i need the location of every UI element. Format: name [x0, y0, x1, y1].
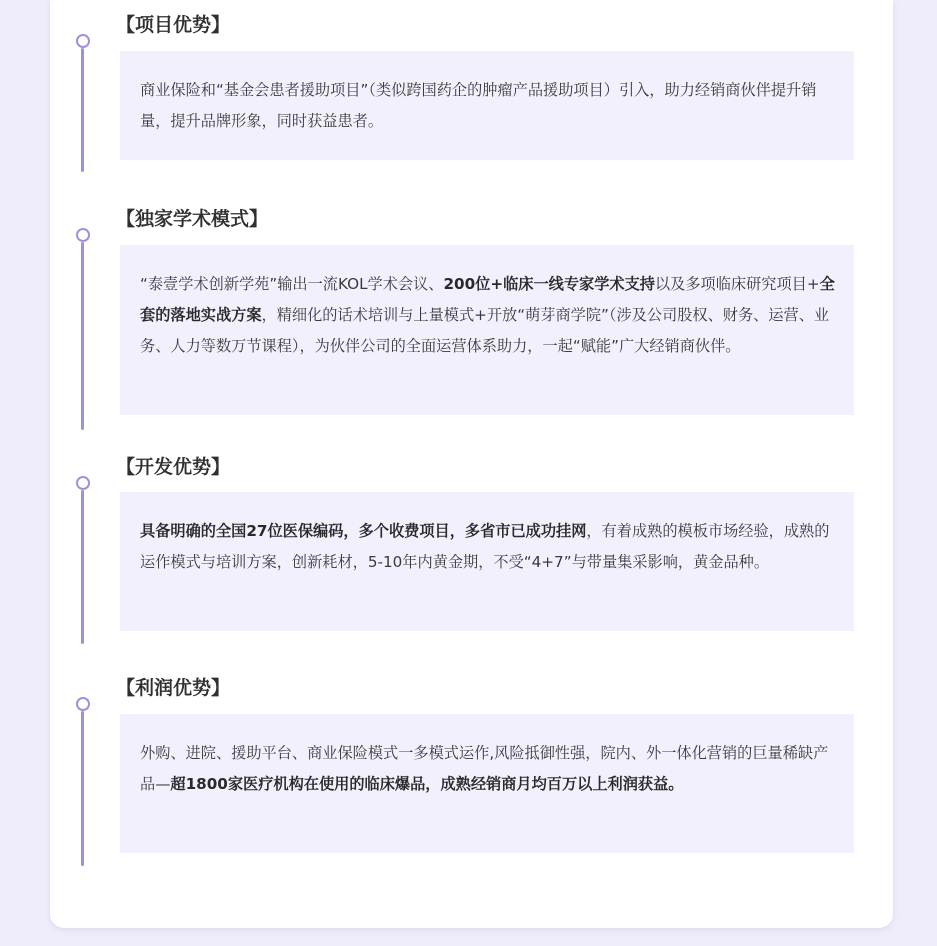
body-text-bold: 超1800家医疗机构在使用的临床爆品，成熟经销商月均百万以上利润获益。 — [170, 775, 684, 793]
body-text: 商业保险和“基金会患者援助项目”（类似跨国药企的肿瘤产品援助项目）引入，助力经销商伙伴提升销量，提升品牌形象，同时获益患者。 — [140, 81, 817, 130]
timeline-line — [81, 711, 84, 866]
section-body — [120, 245, 854, 415]
section-body — [120, 492, 854, 631]
section-title: 【利润优势】 — [116, 677, 231, 699]
body-text-bold: 全套的落地实战方案 — [140, 275, 835, 324]
body-text-bold: 具备明确的全国27位医保编码，多个收费项目，多省市已成功挂网 — [140, 522, 587, 540]
section-title: 【开发优势】 — [116, 456, 231, 478]
timeline-dot-icon — [76, 34, 90, 48]
timeline-dot-icon — [76, 476, 90, 490]
body-text: 以及多项临床研究项目+ — [654, 275, 820, 293]
body-text: 外购、进院、援助平台、商业保险模式一多模式运作,风险抵御性强，院内、外一体化营销的巨量稀缺产品— — [140, 744, 829, 793]
section-body — [120, 714, 854, 853]
timeline-line — [81, 490, 84, 644]
body-text-bold: 200位+临床一线专家学术支持 — [443, 275, 655, 293]
timeline-dot-icon — [76, 697, 90, 711]
body-text: ，精细化的话术培训与上量模式+开放“萌芽商学院”（涉及公司股权、财务、运营、业务、人力等数万节课程），为伙伴公司的全面运营体系助力，一起“赋能”广大经销商伙伴。 — [140, 306, 830, 355]
section-body — [120, 51, 854, 160]
timeline-line — [81, 48, 84, 172]
section-title: 【项目优势】 — [116, 14, 231, 36]
section-title: 【独家学术模式】 — [116, 208, 269, 230]
timeline-dot-icon — [76, 228, 90, 242]
timeline-line — [81, 242, 84, 430]
body-text: “泰壹学术创新学苑”输出一流KOL学术会议、 — [140, 275, 444, 293]
body-text: ，有着成熟的模板市场经验，成熟的运作模式与培训方案，创新耗材，5-10年内黄金期，不受“4+7”与带量集采影响，黄金品种。 — [140, 522, 830, 571]
content-card — [50, 0, 893, 928]
